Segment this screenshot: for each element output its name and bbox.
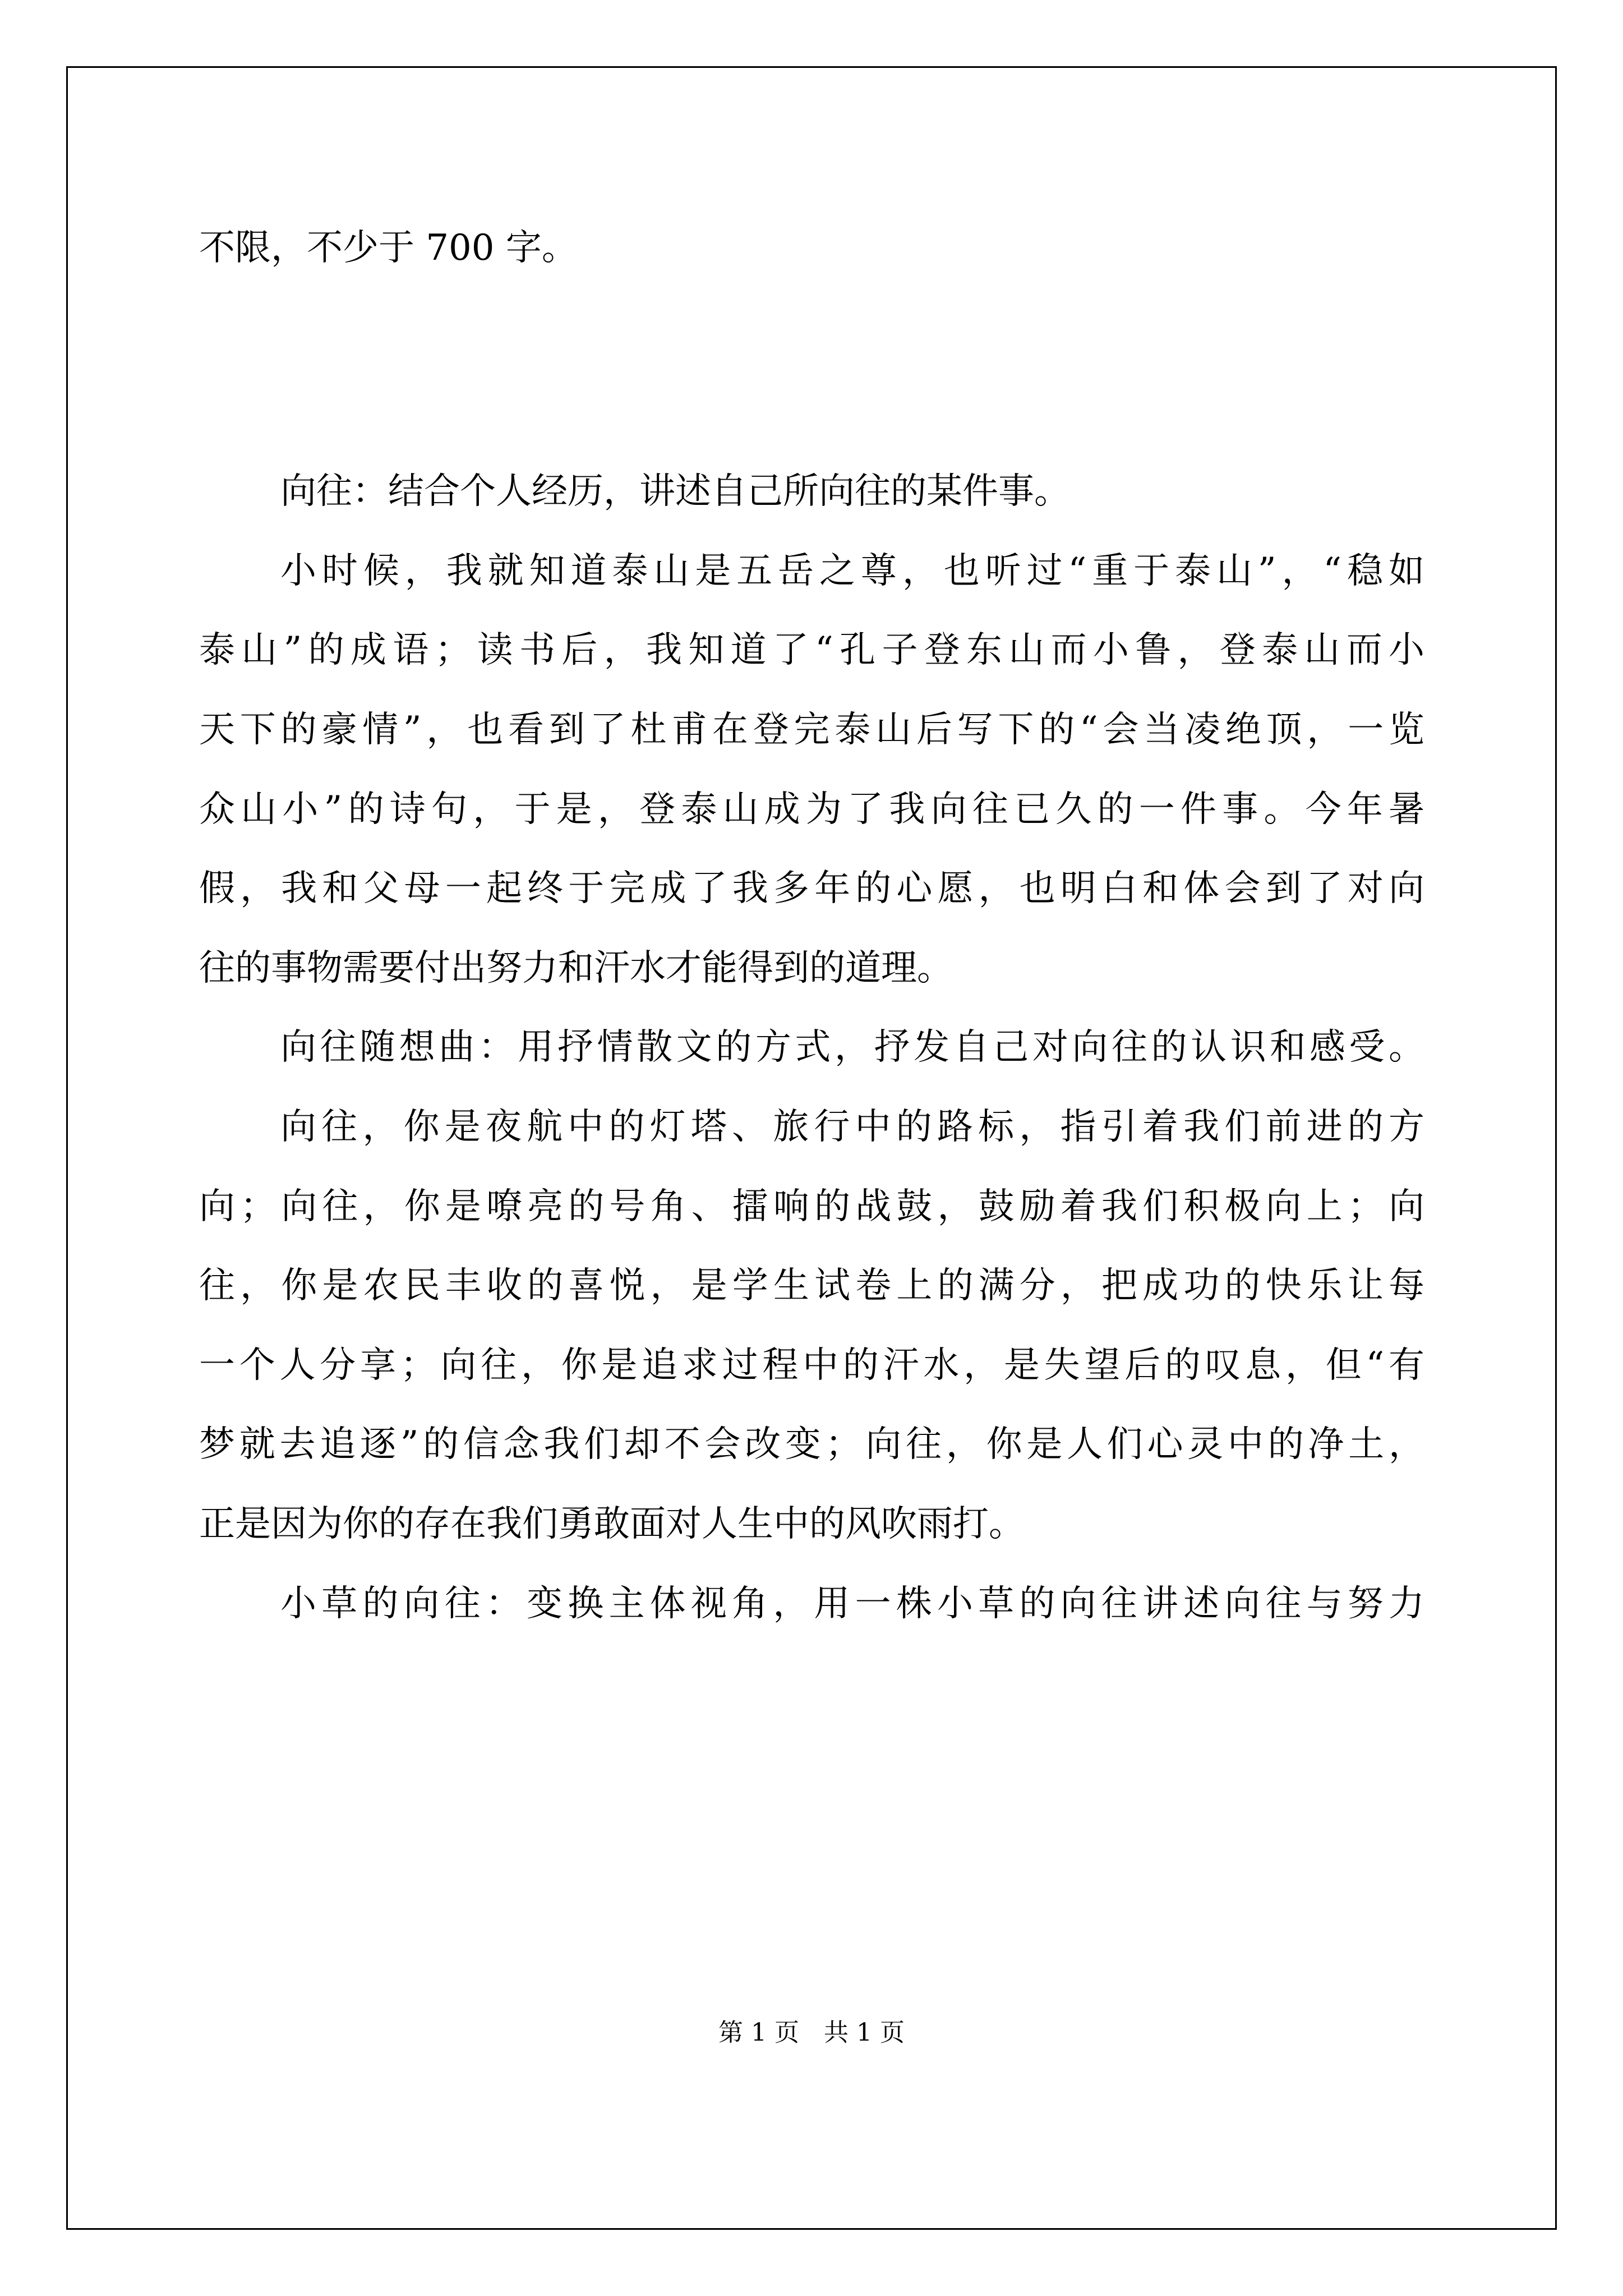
text-line: 小时候，我就知道泰山是五岳之尊，也听过“重于泰山”，“稳如 (280, 550, 1424, 592)
text-line: 天下的豪情”，也看到了杜甫在登完泰山后写下的“会当凌绝顶，一览 (199, 709, 1424, 751)
text-line: 向往，你是夜航中的灯塔、旅行中的路标，指引着我们前进的方 (280, 1106, 1424, 1148)
text-line: 向；向往，你是嘹亮的号角、擂响的战鼓，鼓励着我们积极向上；向 (199, 1186, 1424, 1227)
text-line: 泰山”的成语；读书后，我知道了“孔子登东山而小鲁，登泰山而小 (199, 629, 1424, 671)
text-line: 假，我和父母一起终于完成了我多年的心愿，也明白和体会到了对向 (199, 868, 1424, 909)
text-line: 小草的向往：变换主体视角，用一株小草的向往讲述向往与努力 (280, 1583, 1424, 1625)
text-line: 向往：结合个人经历，讲述自己所向往的某件事。 (280, 471, 1070, 512)
page-footer: 第 1 页 共 1 页 (718, 2018, 905, 2047)
text-line: 众山小”的诗句，于是，登泰山成为了我向往已久的一件事。今年暑 (199, 789, 1424, 830)
page-frame (66, 66, 1557, 2230)
text-line: 正是因为你的存在我们勇敢面对人生中的风吹雨打。 (199, 1503, 1025, 1545)
text-line: 不限，不少于 700 字。 (199, 227, 578, 269)
text-line: 梦就去追逐”的信念我们却不会改变；向往，你是人们心灵中的净土， (199, 1424, 1424, 1465)
text-line: 往的事物需要付出努力和汗水才能得到的道理。 (199, 947, 953, 989)
text-line: 向往随想曲：用抒情散文的方式，抒发自己对向往的认识和感受。 (280, 1027, 1424, 1068)
text-line: 往，你是农民丰收的喜悦，是学生试卷上的满分，把成功的快乐让每 (199, 1265, 1424, 1306)
text-line: 一个人分享；向往，你是追求过程中的汗水，是失望后的叹息，但“有 (199, 1345, 1424, 1386)
